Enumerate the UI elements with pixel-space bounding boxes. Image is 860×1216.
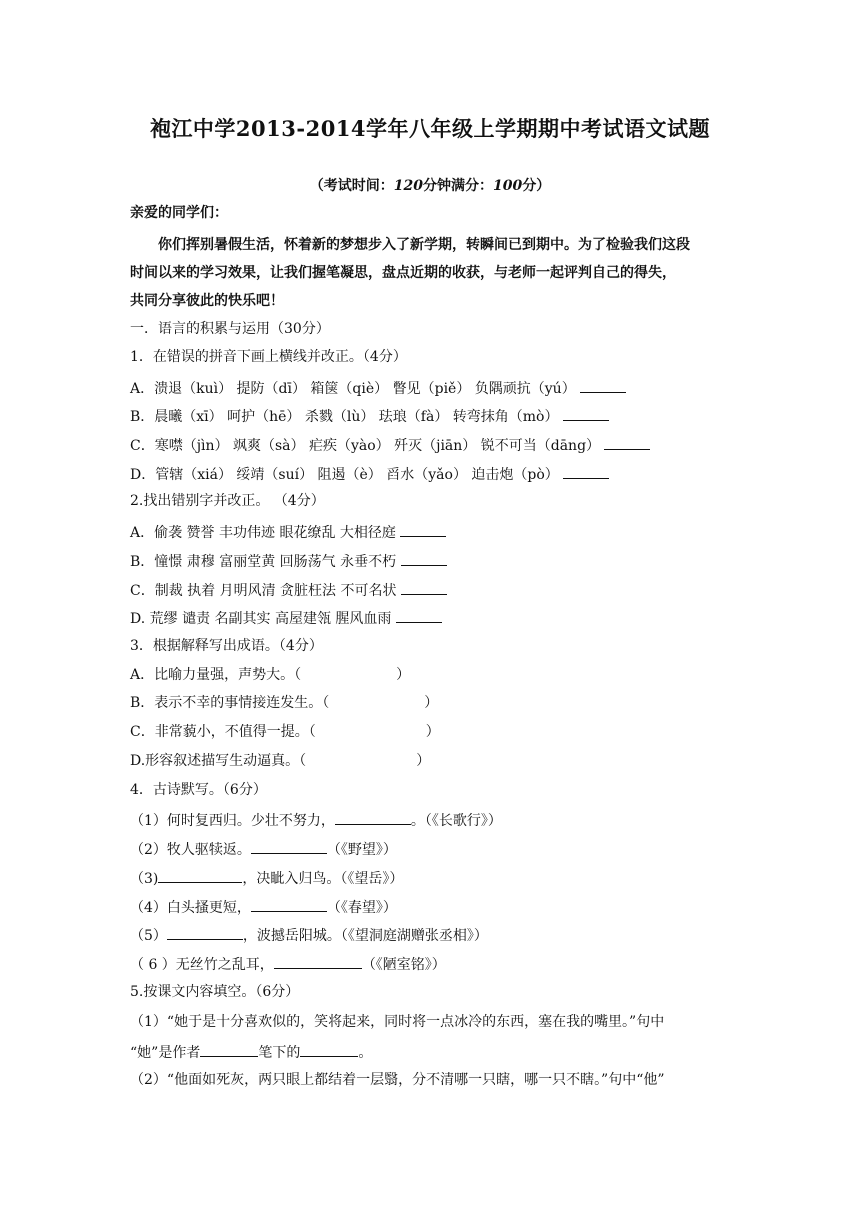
poem-item (130, 897, 397, 917)
exam-info-mid: 分钟满分： (423, 178, 493, 194)
poem-pre: （5） (130, 928, 167, 944)
poem-pre: （3) (130, 871, 159, 887)
option-text: B．憧憬 肃穆 富丽堂黄 回肠荡气 永垂不朽 (130, 554, 397, 570)
answer-blank[interactable] (396, 608, 442, 623)
poem-post: 。（《长歌行》） (410, 813, 502, 829)
q5-text: （1）“她于是十分喜欢似的，笑将起来，同时将一点冰冷的东西，塞在我的嘴里。”句中 (130, 1014, 665, 1030)
poem-pre: （1）何时复西归。少壮不努力， (130, 813, 335, 829)
option-text: D.形容叙述描写生动逼真。（ (130, 753, 307, 769)
q1-option (130, 435, 650, 455)
question-title: 3．根据解释写出成语。（4分） (130, 638, 323, 654)
q2-option (130, 522, 446, 542)
q2-option (130, 608, 442, 628)
q3-option (130, 694, 438, 712)
q5-text: （2）“他面如死灰，两只眼上都结着一层翳，分不清哪一只瞎，哪一只不瞎。”句中“他” (130, 1072, 665, 1088)
greeting: 亲爱的同学们： (130, 205, 228, 221)
poem-post: （《野望》） (326, 842, 397, 858)
q5-text (130, 1042, 372, 1062)
question-title: 2.找出错别字并改正。 （4分） (130, 493, 325, 509)
answer-blank[interactable] (251, 897, 327, 912)
option-text: C．非常藐小，不值得一提。（ (130, 724, 316, 740)
q1-option (130, 464, 609, 484)
option-close: ） (424, 695, 439, 711)
poem-item (130, 868, 403, 888)
exam-score: 100 (493, 178, 523, 194)
page-title: 袍江中学2013-2014学年八年级上学期期中考试语文试题 (149, 116, 711, 141)
section-heading: 一．语言的积累与运用（30分） (130, 321, 330, 337)
q5-part: “她”是作者 (130, 1045, 201, 1061)
intro-line: 共同分享彼此的快乐吧！ (130, 293, 284, 309)
intro-line: 时间以来的学习效果，让我们握笔凝思，盘点近期的收获，与老师一起评判自己的得失， (130, 265, 676, 281)
intro-line: 你们挥别暑假生活，怀着新的梦想步入了新学期，转瞬间已到期中。为了检验我们这段 (158, 237, 690, 253)
answer-blank[interactable] (400, 522, 446, 537)
q1-option (130, 378, 626, 398)
option-text: B．表示不幸的事情接连发生。（ (130, 695, 330, 711)
poem-pre: （2）牧人驱犊返。 (130, 842, 251, 858)
option-text: A．溃退（kuì） 提防（dī） 箱箧（qiè） 瞥见（piě） 负隅顽抗（yú） (130, 381, 576, 397)
answer-blank[interactable] (251, 839, 327, 854)
answer-blank[interactable] (401, 580, 447, 595)
answer-blank[interactable] (401, 551, 447, 566)
q2-option (130, 551, 447, 571)
poem-post: （《陋室铭》） (361, 957, 446, 973)
answer-blank[interactable] (335, 810, 411, 825)
poem-post: ，决眦入归鸟。（《望岳》） (242, 871, 404, 887)
poem-item (130, 954, 446, 974)
answer-blank[interactable] (563, 464, 609, 479)
option-text: B．晨曦（xī） 呵护（hē） 杀戮（lù） 珐琅（fà） 转弯抹角（mò） (130, 409, 559, 425)
option-close: ） (425, 724, 440, 740)
option-close: ） (416, 753, 431, 769)
exam-info-prefix: （考试时间： (309, 178, 394, 194)
q3-option (130, 752, 430, 770)
poem-item (130, 925, 488, 945)
poem-item (130, 839, 397, 859)
question-title: 5.按课文内容填空。（6分） (130, 984, 300, 1000)
answer-blank[interactable] (167, 925, 243, 940)
option-text: A．比喻力量强，声势大。（ (130, 667, 302, 683)
poem-post: （《春望》） (326, 900, 397, 916)
poem-post: ，波撼岳阳城。（《望洞庭湖赠张丞相》） (242, 928, 488, 944)
option-text: D．管辖（xiá） 绥靖（suí） 阻遏（è） 舀水（yǎo） 迫击炮（pò） (130, 467, 559, 483)
poem-item (130, 810, 502, 830)
answer-blank[interactable] (563, 406, 609, 421)
poem-pre: （4）白头搔更短， (130, 900, 251, 916)
question-title: 1．在错误的拼音下画上横线并改正。（4分） (130, 349, 407, 365)
answer-blank[interactable] (200, 1042, 258, 1057)
answer-blank[interactable] (274, 954, 362, 969)
q5-part: 笔下的 (258, 1045, 301, 1061)
option-text: C．寒噤（jìn） 飒爽（sà） 疟疾（yào） 歼灭（jiān） 锐不可当（dāng） (130, 438, 601, 454)
answer-blank[interactable] (300, 1042, 358, 1057)
answer-blank[interactable] (158, 868, 242, 883)
q2-option (130, 580, 447, 600)
q3-option (130, 666, 410, 684)
q1-option (130, 406, 609, 426)
exam-info-suffix: 分） (522, 178, 551, 194)
answer-blank[interactable] (604, 435, 650, 450)
poem-pre: （ 6 ）无丝竹之乱耳， (130, 957, 274, 973)
option-text: D. 荒缪 谴责 名副其实 高屋建瓴 腥风血雨 (130, 611, 392, 627)
q5-part: 。 (358, 1045, 373, 1061)
exam-time: 120 (393, 178, 423, 194)
option-close: ） (396, 667, 411, 683)
question-title: 4．古诗默写。（6分） (130, 782, 267, 798)
exam-info (0, 175, 860, 195)
q3-option (130, 723, 440, 741)
option-text: A．偷袭 赞誉 丰功伟迹 眼花缭乱 大相径庭 (130, 525, 396, 541)
answer-blank[interactable] (580, 378, 626, 393)
option-text: C．制裁 执着 月明风清 贪脏枉法 不可名状 (130, 583, 397, 599)
